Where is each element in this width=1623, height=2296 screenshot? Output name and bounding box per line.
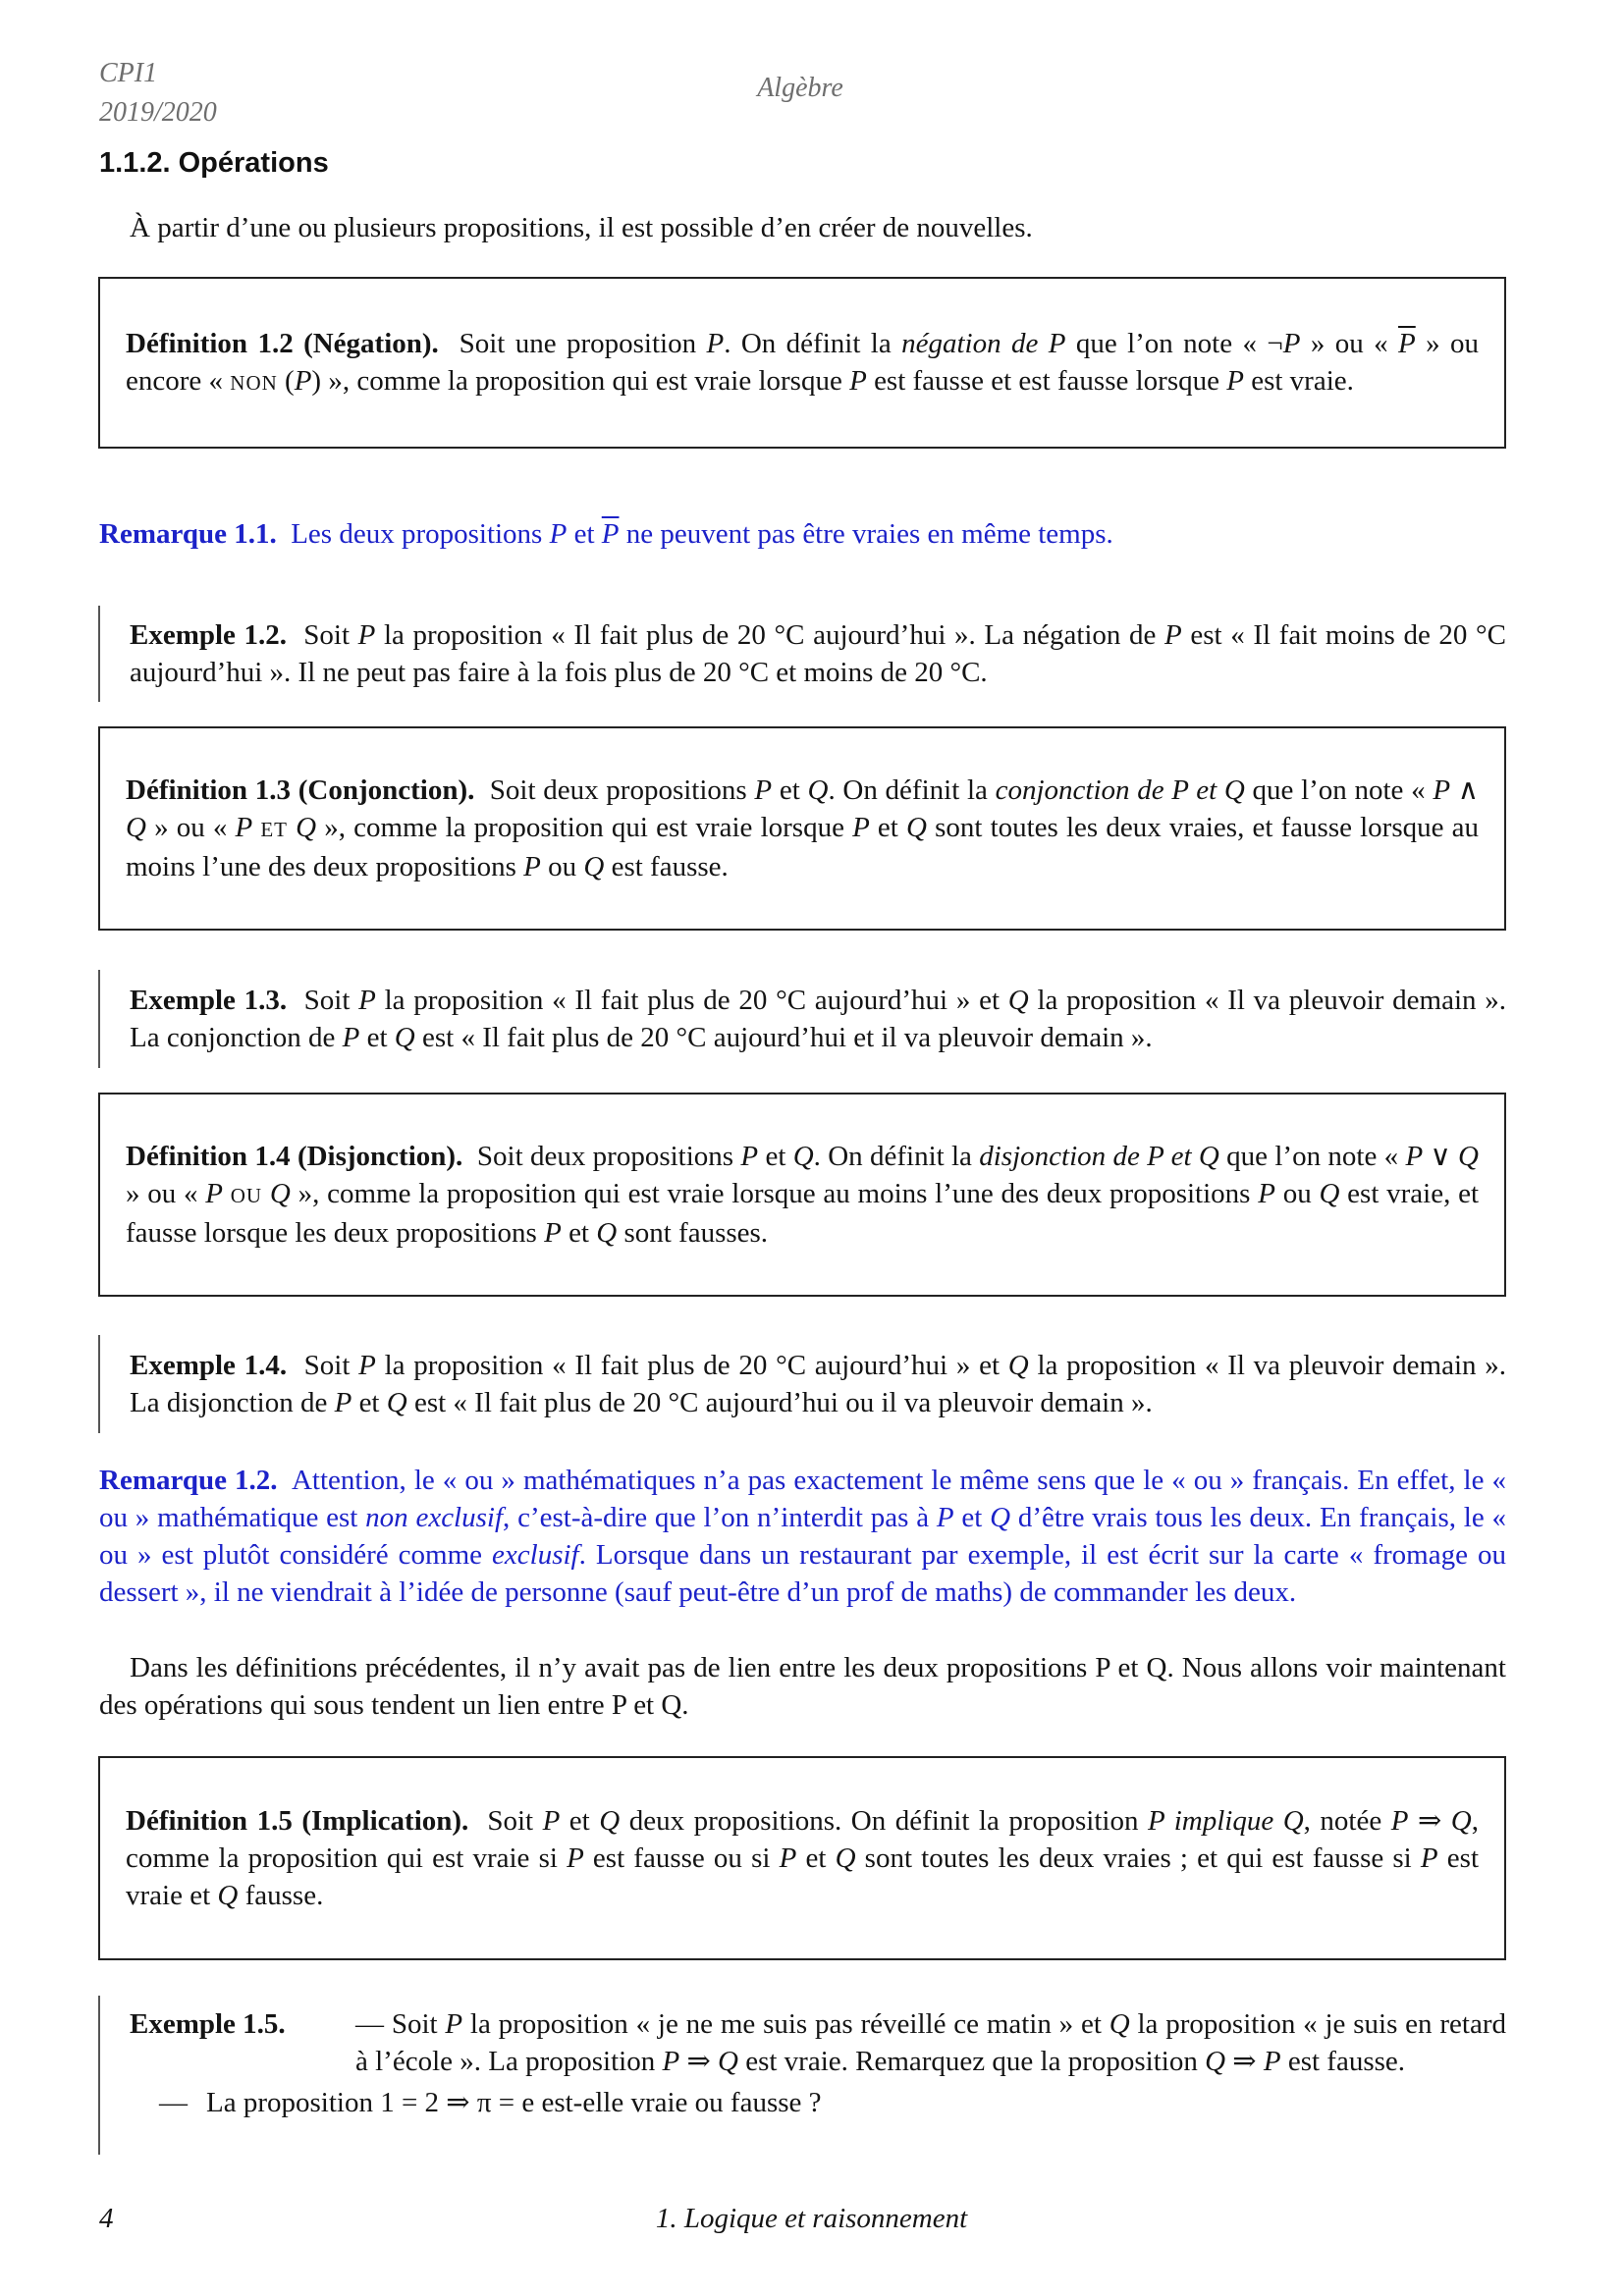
- definition-disjunction-text: Définition 1.4 (Disjonction). Soit deux propositions P et Q. On définit la disjonction de P et Q que l’on note « P ∨ Q » ou « P OU Q », comme la proposition qui est vraie lorsque au moins l’une des deux propositions P ou Q est vraie, et fausse lorsque les deux propositions P et Q sont fausses.: [126, 1141, 1480, 1249]
- example-1-3-label: Exemple 1.3.: [130, 985, 288, 1016]
- definition-disjunction-box: [98, 1093, 1506, 1297]
- page-number: 4: [99, 2203, 114, 2234]
- example-1-5-label: Exemple 1.5.: [130, 2008, 286, 2040]
- remark-1-2: Remarque 1.2. Attention, le « ou » mathématiques n’a pas exactement le même sens que le « ou » français. En effet, le « ou » mathématique est non exclusif, c’est-à-dire que l’on n’interdit pas à P et Q d’être vrais tous les deux. En français, le « ou » est plutôt considéré comme exclusif. Lorsque dans un restaurant par exemple, il est écrit sur la carte « fromage ou dessert », il ne viendrait à l’idée de personne (sauf peut-être d’un prof de maths) de commander les deux.: [99, 1465, 1507, 1608]
- example-1-5-text: [130, 2005, 1506, 2121]
- definition-conjunction-text: Définition 1.3 (Conjonction). Soit deux propositions P et Q. On définit la conjonction de P et Q que l’on note « P ∧ Q » ou « P ET Q », comme la proposition qui est vraie lorsque P et Q sont toutes les deux vraies, et fausse lorsque au moins l’une des deux propositions P ou Q est fausse.: [126, 774, 1480, 882]
- list-item: — La proposition 1 = 2 ⇒ π = e est-elle vraie ou fausse ?: [159, 2087, 822, 2118]
- section-title: 1.1.2. Opérations: [99, 147, 329, 179]
- remark-1-1: Remarque 1.1. Les deux propositions P et $\overline{P}$ ne peuvent pas être vraies en même temps.: [99, 518, 1113, 550]
- header-course-code: CPI1: [99, 58, 158, 88]
- example-1-4: [98, 1335, 1506, 1433]
- definition-disjunction-label: Définition 1.4 (Disjonction).: [126, 1141, 463, 1172]
- example-1-2-label: Exemple 1.2.: [130, 619, 288, 651]
- example-1-2-text: Exemple 1.2. Soit P la proposition « Il fait plus de 20 °C aujourd’hui ». La négation de P est « Il fait moins de 20 °C aujourd’hui ». Il ne peut pas faire à la fois plus de 20 °C et moins de 20 °C.: [130, 619, 1506, 688]
- definition-implication-label: Définition 1.5 (Implication).: [126, 1805, 469, 1837]
- definition-implication-box: [98, 1756, 1506, 1960]
- example-1-3-text: Exemple 1.3. Soit P la proposition « Il fait plus de 20 °C aujourd’hui » et Q la proposition « Il va pleuvoir demain ». La conjonction de P et Q est « Il fait plus de 20 °C aujourd’hui et il va pleuvoir demain ».: [130, 985, 1506, 1053]
- example-1-5: [98, 1996, 1506, 2155]
- example-1-5-list: [130, 2005, 1506, 2121]
- example-1-4-label: Exemple 1.4.: [130, 1350, 288, 1381]
- footer-chapter-title: 1. Logique et raisonnement: [655, 2203, 968, 2234]
- list-item: — Soit P la proposition « je ne me suis pas réveillé ce matin » et Q la proposition « je suis en retard à l’école ». La proposition P ⇒ Q est vraie. Remarquez que la proposition Q ⇒ P est fausse.: [355, 2008, 1506, 2077]
- definition-negation-box: [98, 277, 1506, 449]
- remark-1-2-label: Remarque 1.2.: [99, 1465, 278, 1496]
- header-year: 2019/2020: [99, 97, 217, 128]
- example-1-3: [98, 970, 1506, 1068]
- remark-1-1-label: Remarque 1.1.: [99, 518, 277, 550]
- transition-paragraph: Dans les définitions précédentes, il n’y avait pas de lien entre les deux propositions P et Q. Nous allons voir maintenant des opérations qui sous tendent un lien entre P et Q.: [99, 1652, 1506, 1721]
- definition-conjunction-box: [98, 726, 1506, 931]
- header-subject: Algèbre: [757, 73, 843, 103]
- definition-negation-text: Définition 1.2 (Négation). Soit une proposition P. On définit la négation de P que l’on note « ¬P » ou « $\overline{P}$ » ou encore « NON (P) », comme la proposition qui est vraie lorsque P est fausse et est fausse lorsque P est vraie.: [126, 327, 1480, 397]
- definition-implication-text: Définition 1.5 (Implication). Soit P et Q deux propositions. On définit la proposition P implique Q, notée P ⇒ Q, comme la proposition qui est vraie si P est fausse ou si P et Q sont toutes les deux vraies ; et qui est fausse si P est vraie et Q fausse.: [126, 1805, 1479, 1911]
- intro-paragraph: À partir d’une ou plusieurs propositions, il est possible d’en créer de nouvelles.: [130, 212, 1033, 243]
- definition-negation-label: Définition 1.2 (Négation).: [126, 327, 439, 359]
- definition-conjunction-label: Définition 1.3 (Conjonction).: [126, 774, 475, 806]
- example-1-2: [98, 606, 1506, 702]
- example-1-4-text: Exemple 1.4. Soit P la proposition « Il fait plus de 20 °C aujourd’hui » et Q la proposition « Il va pleuvoir demain ». La disjonction de P et Q est « Il fait plus de 20 °C aujourd’hui ou il va pleuvoir demain ».: [130, 1350, 1506, 1418]
